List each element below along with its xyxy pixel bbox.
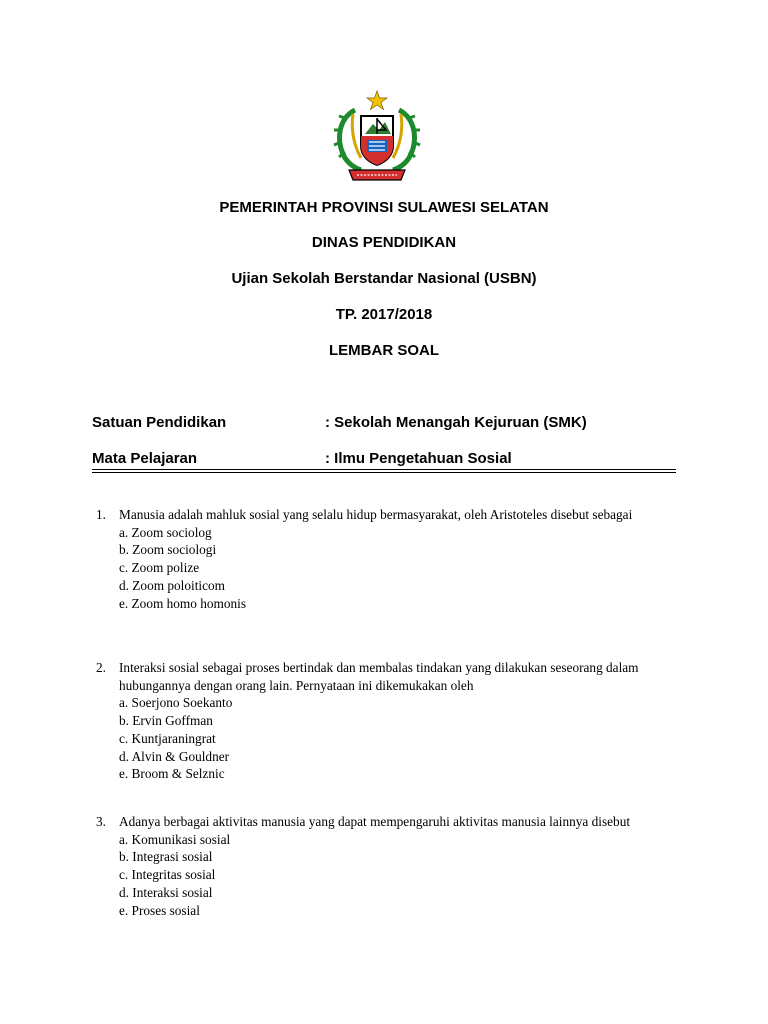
header-government-title: PEMERINTAH PROVINSI SULAWESI SELATAN	[219, 199, 549, 216]
question-text: Adanya berbagai aktivitas manusia yang dapat mempengaruhi aktivitas manusia lainnya disebut	[119, 814, 631, 829]
question-number: 1.	[96, 507, 106, 522]
question-number: 2.	[96, 660, 106, 675]
question-3	[96, 813, 676, 919]
header-school-year: TP. 2017/2018	[335, 306, 433, 323]
question-number: 3.	[96, 814, 106, 829]
question-2	[96, 659, 676, 783]
info-value-school-type: : Sekolah Menangah Kejuruan (SMK)	[325, 414, 587, 431]
answer-option-a: a. Soerjono Soekanto	[119, 695, 233, 711]
header-sheet-title: LEMBAR SOAL	[329, 342, 439, 359]
coat-of-arms-emblem	[331, 88, 423, 188]
info-label-school-type: Satuan Pendidikan	[92, 414, 227, 431]
question-text: Manusia adalah mahluk sosial yang selalu hidup bermasyarakat, oleh Aristoteles disebut sebagai	[119, 507, 633, 522]
answer-option-e: e. Zoom homo homonis	[119, 595, 247, 611]
answer-option-d: d. Alvin & Gouldner	[119, 748, 230, 764]
answer-option-d: d. Interaksi sosial	[119, 884, 213, 900]
header-department-title: DINAS PENDIDIKAN	[311, 234, 457, 251]
info-label-subject: Mata Pelajaran	[92, 450, 198, 467]
question-1	[96, 506, 676, 612]
answer-option-b: b. Integrasi sosial	[119, 849, 213, 865]
answer-option-a: a. Zoom sociolog	[119, 524, 212, 540]
divider-line-bottom	[92, 472, 676, 473]
info-value-subject: : Ilmu Pengetahuan Sosial	[325, 450, 512, 467]
answer-option-e: e. Proses sosial	[119, 902, 200, 918]
divider-line-top	[92, 469, 676, 470]
answer-option-b: b. Zoom sociologi	[119, 542, 217, 558]
question-text: Interaksi sosial sebagai proses bertindak dan membalas tindakan yang dilakukan seseorang dalam hubungannya dengan orang lain. Pernyataan ini dikemukakan oleh	[119, 660, 639, 693]
answer-option-c: c. Integritas sosial	[119, 867, 216, 883]
answer-option-b: b. Ervin Goffman	[119, 713, 213, 729]
answer-option-c: c. Kuntjaraningrat	[119, 730, 216, 746]
answer-option-d: d. Zoom poloiticom	[119, 577, 225, 593]
answer-option-c: c. Zoom polize	[119, 560, 200, 576]
answer-option-a: a. Komunikasi sosial	[119, 831, 231, 847]
header-exam-title: Ujian Sekolah Berstandar Nasional (USBN)	[231, 270, 537, 287]
answer-option-e: e. Broom & Selznic	[119, 766, 225, 782]
